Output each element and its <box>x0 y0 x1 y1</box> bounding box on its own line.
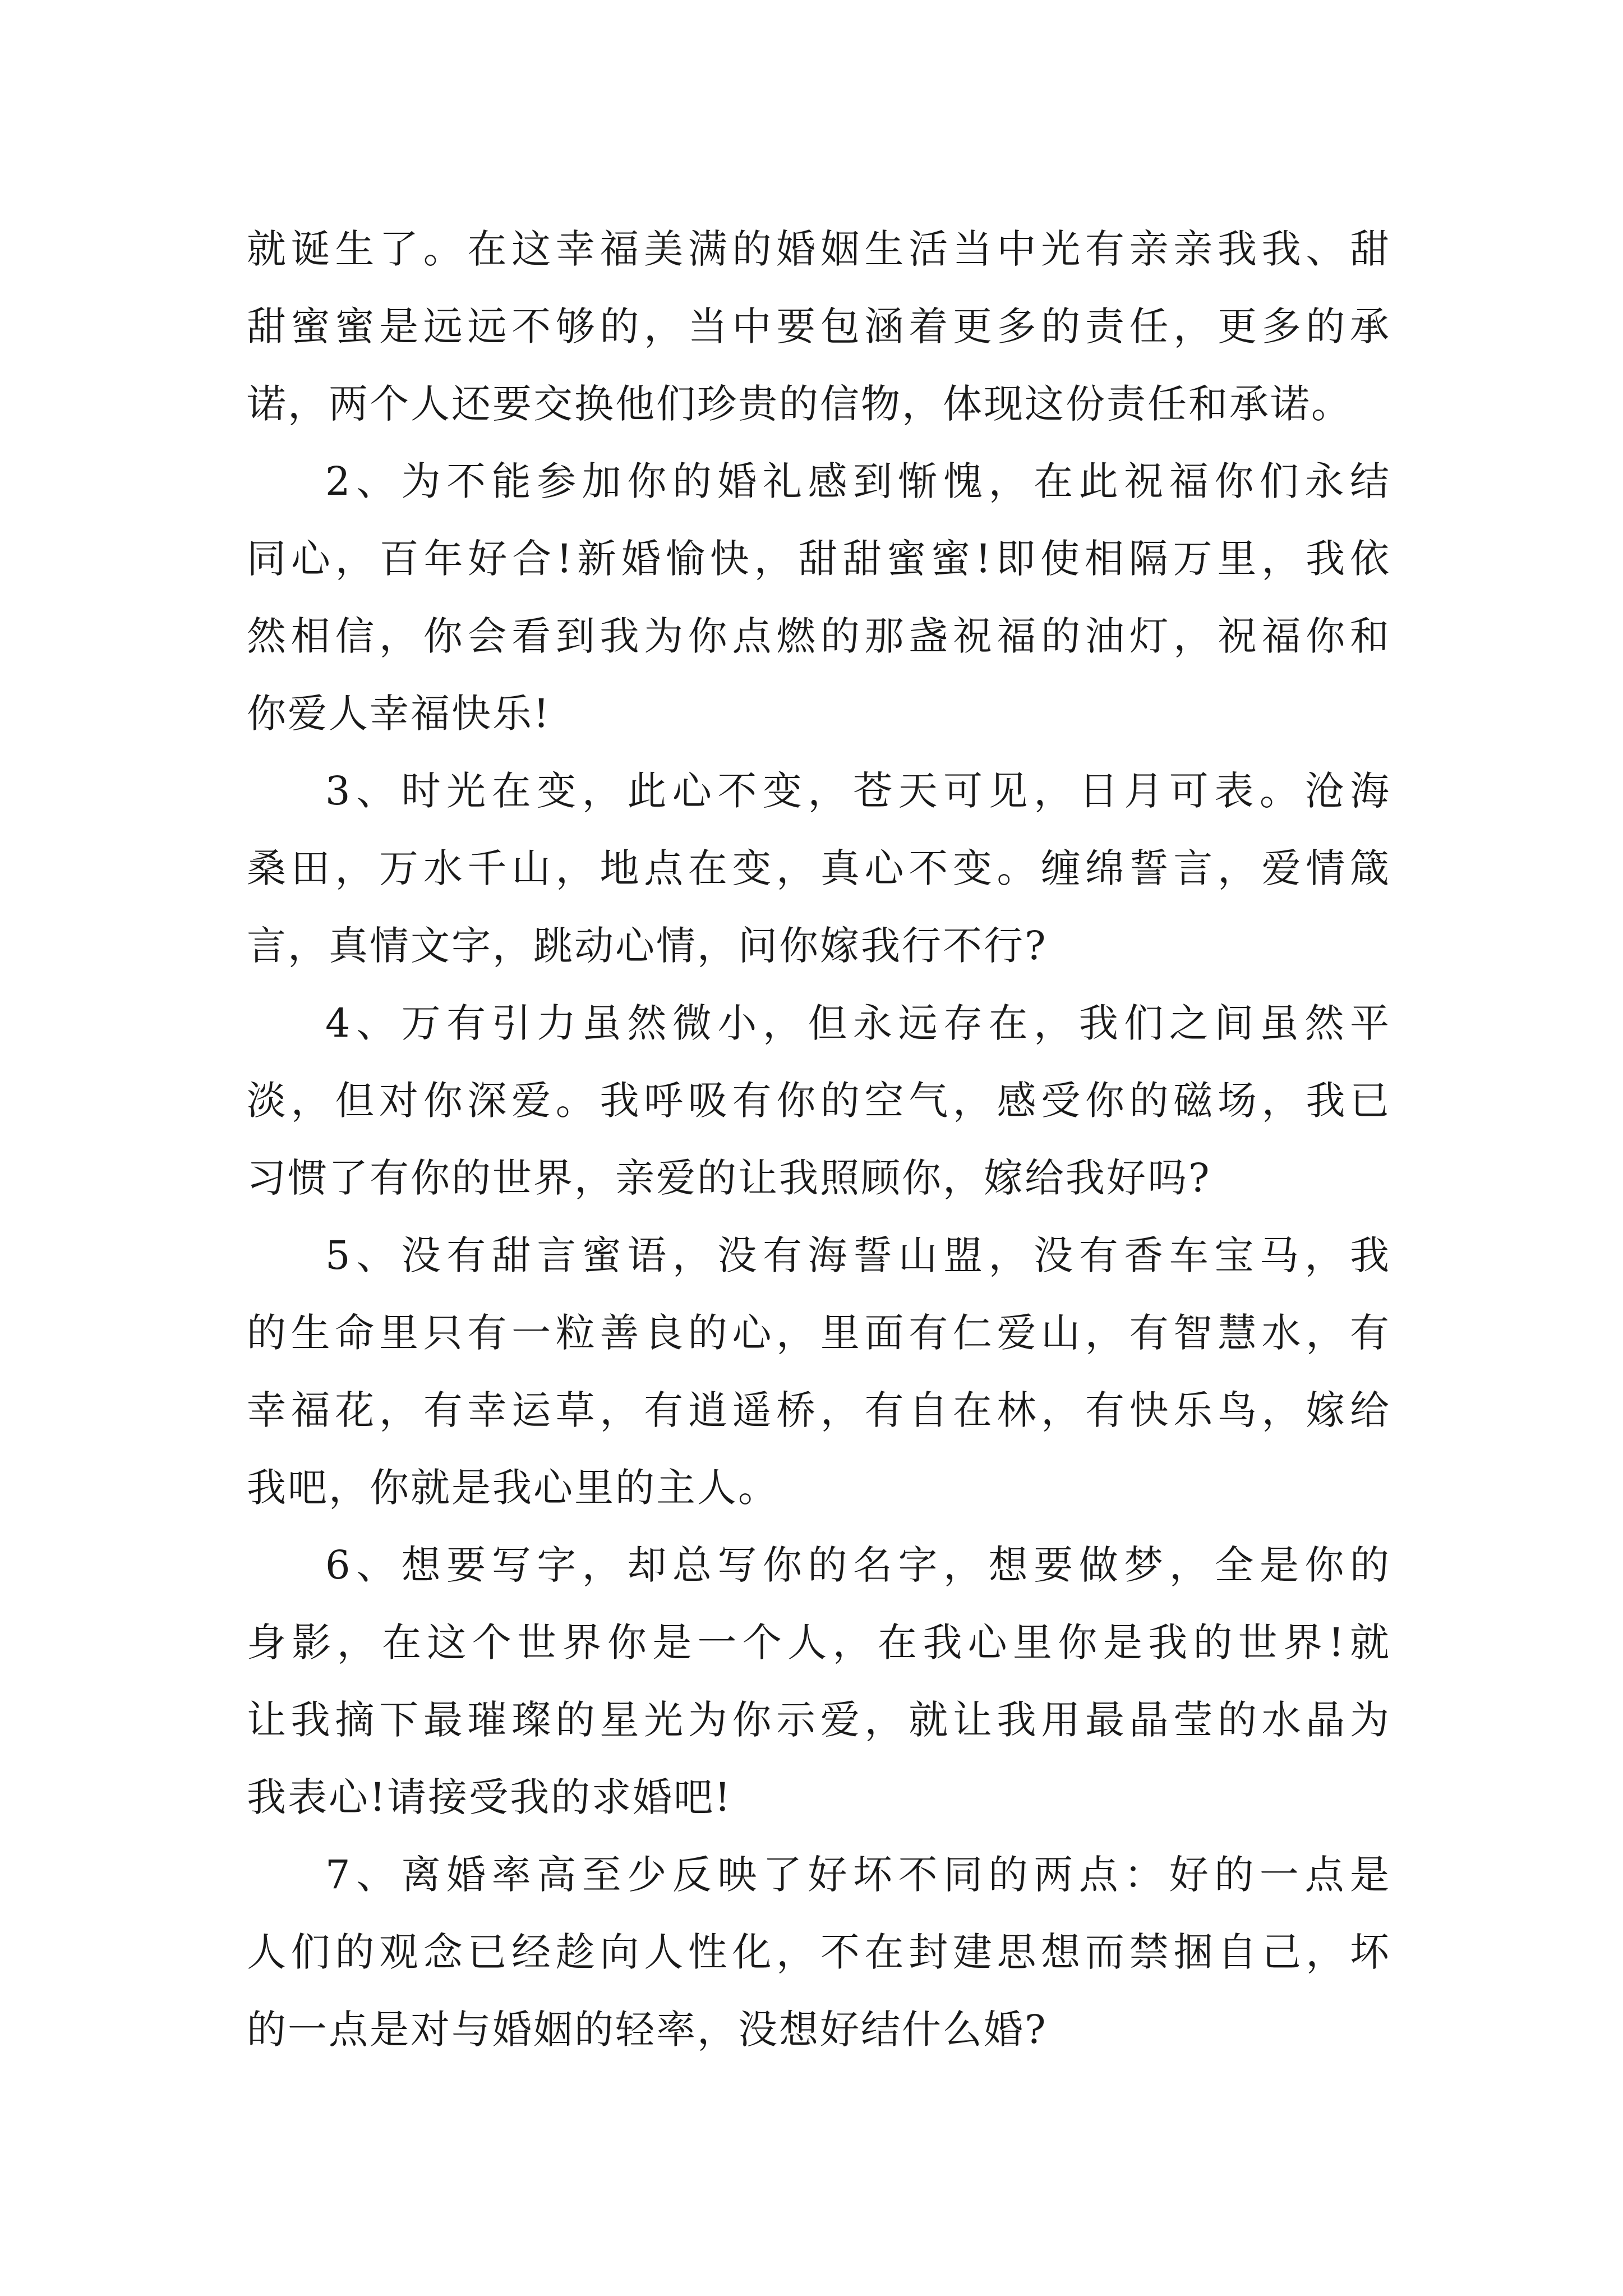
text-line: 然相信，你会看到我为你点燃的那盏祝福的油灯，祝福你和 <box>247 613 1391 659</box>
text-line: 的生命里只有一粒善良的心，里面有仁爱山，有智慧水，有 <box>247 1310 1391 1356</box>
text-line: 我表心!请接受我的求婚吧! <box>247 1774 732 1820</box>
text-line: 言，真情文字，跳动心情，问你嫁我行不行? <box>247 923 1048 969</box>
text-line: 就诞生了。在这幸福美满的婚姻生活当中光有亲亲我我、甜 <box>247 226 1391 272</box>
text-line: 幸福花，有幸运草，有逍遥桥，有自在林，有快乐鸟，嫁给 <box>247 1387 1391 1433</box>
text-line: 的一点是对与婚姻的轻率，没想好结什么婚? <box>247 2007 1048 2053</box>
paragraph-4 <box>247 984 1391 1217</box>
text-line: 4、万有引力虽然微小，但永远存在，我们之间虽然平 <box>325 1000 1391 1046</box>
paragraph-2 <box>247 443 1391 752</box>
text-line: 习惯了有你的世界，亲爱的让我照顾你，嫁给我好吗? <box>247 1155 1211 1201</box>
text-line: 诺，两个人还要交换他们珍贵的信物，体现这份责任和承诺。 <box>247 381 1352 427</box>
text-line: 身影，在这个世界你是一个人，在我心里你是我的世界!就 <box>247 1619 1391 1665</box>
text-line: 淡，但对你深爱。我呼吸有你的空气，感受你的磁场，我已 <box>247 1078 1391 1124</box>
text-line: 桑田，万水千山，地点在变，真心不变。缠绵誓言，爱情箴 <box>247 845 1391 891</box>
text-line: 5、没有甜言蜜语，没有海誓山盟，没有香车宝马，我 <box>325 1232 1391 1278</box>
text-line: 2、为不能参加你的婚礼感到惭愧，在此祝福你们永结 <box>325 458 1391 504</box>
paragraph-5 <box>247 1217 1391 1526</box>
text-line: 你爱人幸福快乐! <box>247 691 551 737</box>
text-line: 6、想要写字，却总写你的名字，想要做梦，全是你的 <box>325 1542 1391 1588</box>
text-line: 人们的观念已经趁向人性化，不在封建思想而禁捆自己，坏 <box>247 1929 1391 1975</box>
text-line: 同心，百年好合!新婚愉快，甜甜蜜蜜!即使相隔万里，我依 <box>247 536 1391 582</box>
paragraph-6 <box>247 1526 1391 1836</box>
paragraph-intro <box>247 210 1391 443</box>
text-line: 7、离婚率高至少反映了好坏不同的两点：好的一点是 <box>325 1852 1391 1898</box>
text-line: 甜蜜蜜是远远不够的，当中要包涵着更多的责任，更多的承 <box>247 303 1391 349</box>
paragraph-7 <box>247 1836 1391 2068</box>
text-line: 我吧，你就是我心里的主人。 <box>247 1465 779 1511</box>
text-line: 3、时光在变，此心不变，苍天可见，日月可表。沧海 <box>325 768 1391 814</box>
document-body <box>247 210 1391 2068</box>
paragraph-3 <box>247 752 1391 984</box>
text-line: 让我摘下最璀璨的星光为你示爱，就让我用最晶莹的水晶为 <box>247 1697 1391 1743</box>
